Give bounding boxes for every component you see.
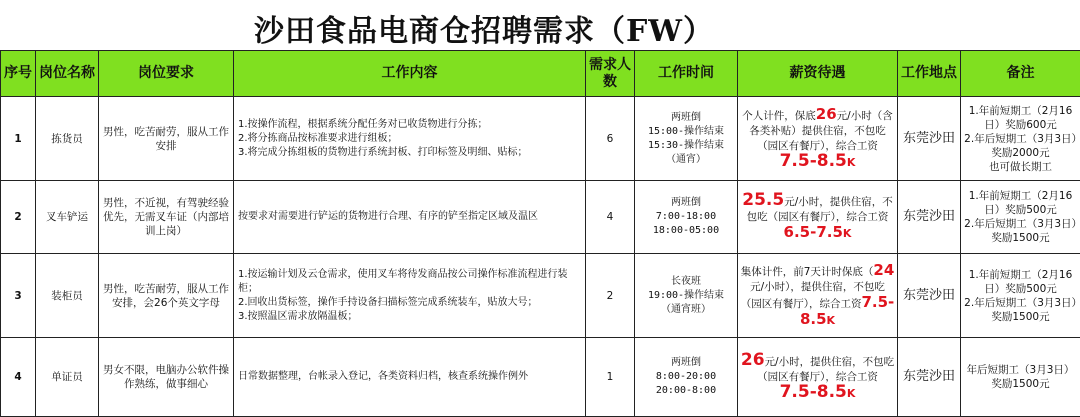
pay-range: 7.5-8.5 — [780, 151, 847, 171]
cell-headcount: 2 — [586, 254, 635, 338]
cell-hours — [635, 97, 738, 181]
pay-mid: 元/小时，提供住宿，不包吃（园区有餐厅），综合工资 — [757, 356, 894, 383]
hours-line: 两班倒 — [637, 111, 735, 125]
notes-line: 1.年前短期工（2月16日）奖励600元 — [963, 104, 1078, 132]
notes-line: 2.年后短期工（3月3日）奖励1500元 — [963, 217, 1078, 245]
cell-pay — [738, 338, 898, 417]
header-hours: 工作时间 — [635, 51, 738, 97]
content-line: 1.按操作流程，根据系统分配任务对已收货物进行分拣； — [238, 118, 583, 132]
content-line: 2.回收出货标签，操作手持设备扫描标签完成系统装车，贴放大号； — [238, 296, 583, 310]
hours-line: 8:00-20:00 — [637, 370, 735, 384]
cell-seq: 3 — [1, 254, 36, 338]
cell-notes — [961, 181, 1080, 254]
cell-pay — [738, 254, 898, 338]
table-row — [1, 97, 1080, 181]
pay-range: 7.5-8.5 — [800, 293, 894, 328]
cell-notes — [961, 97, 1080, 181]
header-notes: 备注 — [961, 51, 1080, 97]
header-position: 岗位名称 — [36, 51, 99, 97]
header-pay: 薪资待遇 — [738, 51, 898, 97]
cell-position: 装柜员 — [36, 254, 99, 338]
hours-line: 两班倒 — [637, 356, 735, 370]
cell-requirements: 男性，不近视，有驾驶经验优先，无需叉车证（内部培训上岗） — [99, 181, 234, 254]
hours-line: 7:00-18:00 — [637, 210, 735, 224]
content-line: 3.将完成分拣组板的货物进行系统封板、打印标签及明细、贴标； — [238, 146, 583, 160]
pay-pre: 个人计件，保底 — [742, 110, 816, 122]
cell-position: 拣货员 — [36, 97, 99, 181]
cell-headcount: 4 — [586, 181, 635, 254]
cell-hours — [635, 181, 738, 254]
pay-pre: 集体计件，前7天计时保底（ — [741, 266, 874, 278]
cell-content — [234, 97, 586, 181]
pay-mid: 元/小时，提供住宿，不包吃（园区有餐厅），综合工资 — [747, 196, 893, 223]
cell-seq: 2 — [1, 181, 36, 254]
header-location: 工作地点 — [898, 51, 961, 97]
pay-mid: 元/小时），提供住宿，不包吃（园区有餐厅），综合工资 — [741, 281, 885, 310]
notes-line: 2.年后短期工（3月3日）奖励1500元 — [963, 296, 1078, 324]
notes-line: 1.年前短期工（2月16日）奖励500元 — [963, 189, 1078, 217]
cell-content — [234, 254, 586, 338]
header-seq: 序号 — [1, 51, 36, 97]
pay-unit: K — [847, 156, 856, 169]
pay-unit: K — [847, 387, 856, 400]
cell-requirements: 男女不限，电脑办公软件操作熟练，做事细心 — [99, 338, 234, 417]
hours-line: （通宵） — [637, 153, 735, 167]
hours-line: 15:30-操作结束 — [637, 139, 735, 153]
cell-headcount: 6 — [586, 97, 635, 181]
pay-unit: K — [843, 227, 852, 240]
cell-location: 东莞沙田 — [898, 181, 961, 254]
pay-mid: 元/小时（含各类补贴）提供住宿，不包吃（园区有餐厅），综合工资 — [749, 110, 892, 152]
header-content: 工作内容 — [234, 51, 586, 97]
page-title: 沙田食品电商仓招聘需求（FW） — [254, 6, 714, 50]
notes-line: 年后短期工（3月3日）奖励1500元 — [963, 363, 1078, 391]
cell-seq: 4 — [1, 338, 36, 417]
hours-line: 20:00-8:00 — [637, 384, 735, 398]
cell-headcount: 1 — [586, 338, 635, 417]
pay-range: 7.5-8.5 — [780, 382, 847, 402]
content-line: 日常数据整理，台帐录入登记，各类资料归档，核查系统操作例外 — [238, 370, 583, 384]
recruitment-table — [0, 50, 1080, 417]
cell-location: 东莞沙田 — [898, 97, 961, 181]
hours-line: 19:00-操作结束 — [637, 289, 735, 303]
cell-position: 单证员 — [36, 338, 99, 417]
content-line: 1.按运输计划及云仓需求，使用叉车将待发商品按公司操作标准流程进行装柜； — [238, 268, 583, 296]
hours-line: 长夜班 — [637, 275, 735, 289]
cell-content — [234, 338, 586, 417]
cell-requirements: 男性，吃苦耐劳，服从工作安排 — [99, 97, 234, 181]
pay-range: 6.5-7.5 — [784, 223, 843, 241]
cell-notes — [961, 254, 1080, 338]
cell-content — [234, 181, 586, 254]
header-row — [1, 51, 1080, 97]
hours-line: 18:00-05:00 — [637, 224, 735, 238]
hours-line: （通宵班） — [637, 303, 735, 317]
cell-pay — [738, 181, 898, 254]
hours-line: 两班倒 — [637, 196, 735, 210]
notes-line: 也可做长期工 — [963, 160, 1078, 174]
pay-unit: K — [827, 314, 836, 327]
cell-requirements: 男性，吃苦耐劳，服从工作安排，会26个英文字母 — [99, 254, 234, 338]
table-row — [1, 254, 1080, 338]
cell-pay — [738, 97, 898, 181]
table-row — [1, 338, 1080, 417]
notes-line: 1.年前短期工（2月16日）奖励500元 — [963, 268, 1078, 296]
content-line: 按要求对需要进行铲运的货物进行合理、有序的铲至指定区域及温区 — [238, 210, 583, 224]
cell-hours — [635, 254, 738, 338]
pay-amount: 25.5 — [742, 190, 784, 210]
notes-line: 2.年后短期工（3月3日）奖励2000元 — [963, 132, 1078, 160]
header-requirements: 岗位要求 — [99, 51, 234, 97]
table-row — [1, 181, 1080, 254]
pay-amount: 26 — [816, 105, 837, 123]
pay-amount: 26 — [741, 350, 765, 370]
pay-amount: 24 — [873, 261, 894, 279]
cell-location: 东莞沙田 — [898, 254, 961, 338]
cell-position: 叉车铲运 — [36, 181, 99, 254]
hours-line: 15:00-操作结束 — [637, 125, 735, 139]
cell-hours — [635, 338, 738, 417]
content-line: 3.按照温区需求放隔温板； — [238, 310, 583, 324]
header-headcount: 需求人数 — [586, 51, 635, 97]
cell-seq: 1 — [1, 97, 36, 181]
content-line: 2.将分拣商品按标准要求进行组板； — [238, 132, 583, 146]
cell-location: 东莞沙田 — [898, 338, 961, 417]
cell-notes — [961, 338, 1080, 417]
